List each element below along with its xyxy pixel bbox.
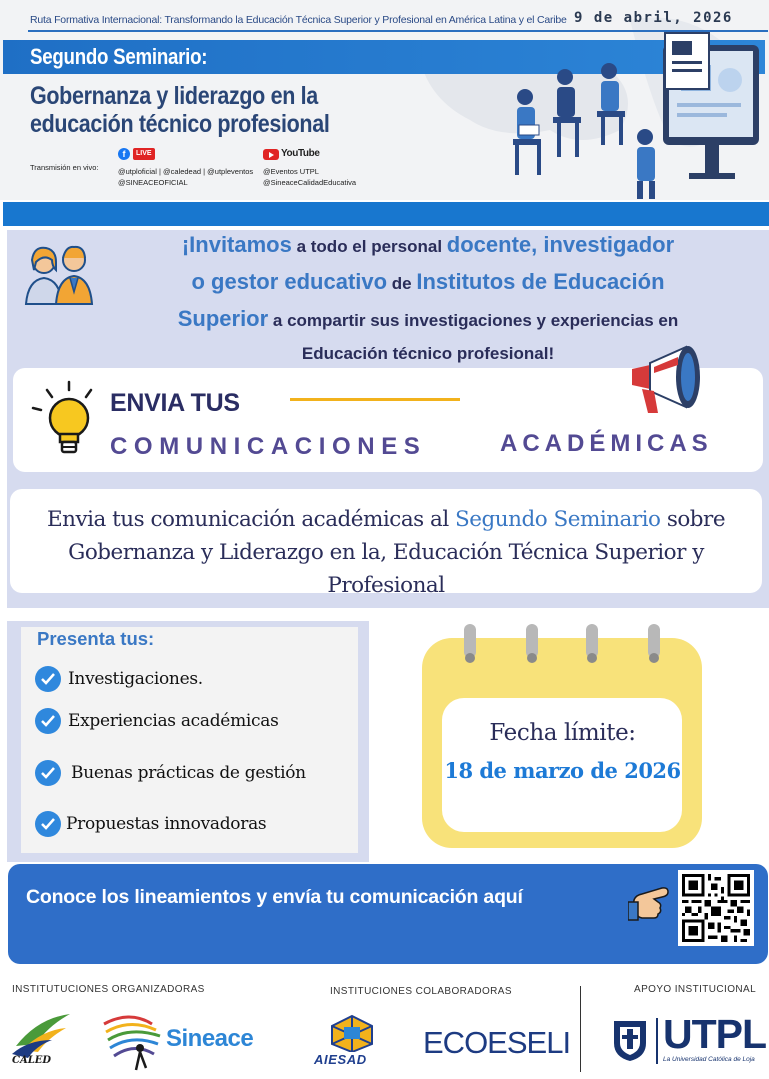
description-highlight: Segundo Seminario <box>455 507 661 532</box>
transmission-label: Transmisión en vivo: <box>30 163 99 172</box>
aiesad-logo-mark <box>330 1014 374 1052</box>
youtube-handles-line1: @Eventos UTPL <box>263 167 319 176</box>
invite-part7: Superior <box>177 306 269 331</box>
live-badge: LIVE <box>133 148 155 160</box>
utpl-tagline: La Universidad Católica de Loja <box>663 1056 755 1063</box>
facebook-icon[interactable]: f <box>118 148 130 160</box>
check-icon <box>35 811 61 837</box>
footer-divider <box>580 986 581 1072</box>
academicas-heading: ACADÉMICAS <box>500 430 713 457</box>
description-text-b: sobre Gobernanza y Liderazgo en la, Educación Técnica Superior y Profesional <box>68 507 726 598</box>
sineace-logo-mark <box>100 1010 164 1072</box>
invite-part2: a todo el personal <box>291 237 447 256</box>
blue-stripe <box>3 202 769 226</box>
megaphone-icon <box>628 343 708 419</box>
invite-part8: a compartir sus investigaciones y experiencias en <box>268 311 679 330</box>
lightbulb-icon <box>27 378 97 458</box>
invite-part3: docente, investigador <box>446 232 675 257</box>
cta-link-text[interactable]: Conoce los lineamientos y envía tu comunicación aquí <box>26 886 523 908</box>
check-icon <box>35 666 61 692</box>
facebook-handles-line1: @utploficial | @caledead | @utpleventos <box>118 167 254 176</box>
youtube-icon[interactable] <box>263 149 279 160</box>
list-item-text: Propuestas innovadoras <box>66 814 267 834</box>
envia-tus-heading: ENVIA TUS <box>110 389 240 417</box>
invite-part1: ¡Invitamos <box>181 232 292 257</box>
event-date: 9 de abril, 2026 <box>574 10 733 26</box>
ruta-formativa-text: Ruta Formativa Internacional: Transformando la Educación Técnica Superior y Profesional en América Latina y el Caribe <box>30 14 567 26</box>
comunicaciones-heading: COMUNICACIONES <box>110 433 427 460</box>
qr-code[interactable] <box>678 870 754 946</box>
utpl-seal-icon <box>610 1015 650 1063</box>
pointing-hand-icon <box>628 880 676 924</box>
orange-accent-line <box>290 398 460 401</box>
list-item-text: Investigaciones. <box>68 669 203 689</box>
facebook-handles <box>118 166 253 188</box>
qr-code-pattern <box>682 874 750 942</box>
seminar-subtitle: Gobernanza y liderazgo en la educación técnico profesional <box>30 82 330 138</box>
utpl-logo-text: UTPL <box>663 1011 767 1057</box>
description-text-a: Envia tus comunicación académicas al <box>46 507 456 532</box>
aiesad-logo-text: AIESAD <box>314 1052 367 1067</box>
description-text <box>30 503 742 602</box>
utpl-separator <box>656 1018 658 1064</box>
invite-part6: Institutos de Educación <box>416 269 665 294</box>
deadline-date: 18 de marzo de 2026 <box>444 758 681 783</box>
presenta-title: Presenta tus: <box>37 628 155 649</box>
check-icon <box>35 708 61 734</box>
list-item-text: Buenas prácticas de gestión <box>71 763 306 783</box>
support-title: APOYO INSTITUCIONAL <box>634 984 757 995</box>
caled-logo-text: CALED <box>12 1055 52 1066</box>
check-icon <box>35 760 61 786</box>
invite-part9: Educación técnico profesional! <box>301 344 555 363</box>
collaborators-title: INSTITUCIONES COLABORADORAS <box>330 986 512 997</box>
people-icon <box>22 240 96 306</box>
invite-part5: de <box>387 274 417 293</box>
youtube-label: YouTube <box>281 148 320 159</box>
list-item-text: Experiencias académicas <box>68 711 279 731</box>
seminar-title: Segundo Seminario: <box>30 44 208 69</box>
organizers-title: INSTITUTUCIONES ORGANIZADORAS <box>12 984 205 995</box>
students-computer-illustration <box>505 25 769 200</box>
ecoseli-logo: ECOESELI <box>423 1025 571 1060</box>
youtube-handles-line2: @SineaceCalidadEducativa <box>263 178 357 187</box>
youtube-handles <box>263 166 356 188</box>
facebook-handles-line2: @SINEACEOFICIAL <box>118 178 188 187</box>
invite-part4: o gestor educativo <box>191 269 388 294</box>
deadline-label: Fecha límite: <box>489 720 636 746</box>
sineace-logo-text: Sineace <box>166 1025 254 1052</box>
